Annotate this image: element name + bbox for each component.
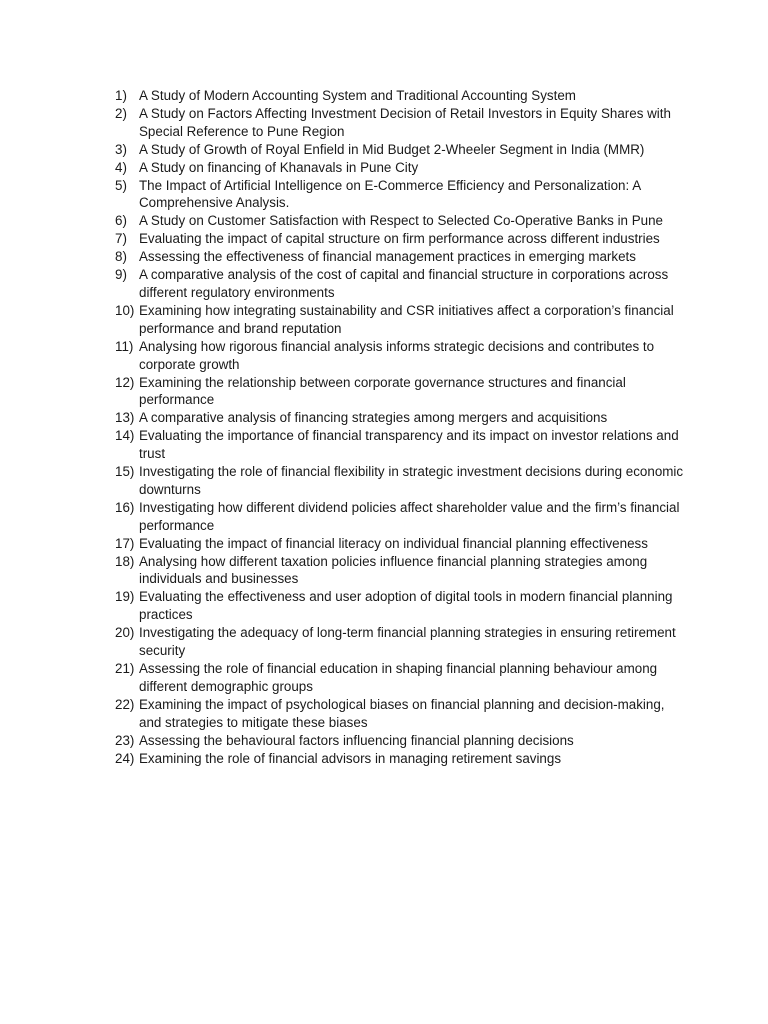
- item-number: 14): [115, 428, 135, 444]
- item-number: 20): [115, 625, 135, 641]
- list-item: [115, 750, 690, 768]
- list-item: [115, 463, 690, 499]
- list-item: [115, 553, 690, 589]
- list-item: [115, 409, 690, 427]
- list-item: [115, 624, 690, 660]
- item-text: Assessing the role of financial education in shaping financial planning behaviour among different demographic groups: [139, 661, 658, 694]
- item-number: 8): [115, 249, 127, 265]
- item-text: Examining the relationship between corporate governance structures and financial performance: [139, 374, 626, 408]
- list-item: [115, 338, 690, 374]
- item-number: 4): [115, 159, 127, 175]
- item-text: A Study of Modern Accounting System and Traditional Accounting System: [139, 88, 576, 103]
- item-text: Analysing how rigorous financial analysis informs strategic decisions and contributes to corporate growth: [139, 338, 655, 372]
- item-text: Examining the impact of psychological biases on financial planning and decision-making, and strategies to mitigate these biases: [139, 696, 665, 730]
- list-item: [115, 660, 690, 696]
- item-text: A Study of Growth of Royal Enfield in Mid Budget 2-Wheeler Segment in India (MMR): [139, 141, 645, 157]
- item-number: 16): [115, 499, 135, 515]
- item-number: 22): [115, 696, 135, 712]
- item-text: Assessing the effectiveness of financial management practices in emerging markets: [139, 249, 636, 265]
- list-item: [115, 159, 690, 177]
- item-text: A Study on Factors Affecting Investment Decision of Retail Investors in Equity Shares with Special Reference to Pune Region: [139, 105, 671, 139]
- item-number: 17): [115, 535, 135, 551]
- item-text: Evaluating the impact of financial literacy on individual financial planning effectiveness: [139, 535, 648, 551]
- item-text: A comparative analysis of financing strategies among mergers and acquisitions: [139, 410, 608, 426]
- list-item: [115, 141, 690, 159]
- list-item: [115, 696, 690, 732]
- item-text: A Study on financing of Khanavals in Pune City: [139, 159, 419, 175]
- item-text: A Study on Customer Satisfaction with Respect to Selected Co-Operative Banks in Pune: [139, 213, 663, 229]
- item-number: 5): [115, 177, 127, 193]
- list-item: [115, 302, 690, 338]
- item-text: Evaluating the importance of financial transparency and its impact on investor relations and trust: [139, 428, 679, 462]
- item-text: A comparative analysis of the cost of capital and financial structure in corporations across different regulatory environments: [139, 267, 669, 300]
- item-number: 15): [115, 464, 135, 480]
- list-item: [115, 732, 690, 750]
- item-text: Analysing how different taxation policies influence financial planning strategies among individuals and businesses: [139, 553, 648, 587]
- item-text: Evaluating the effectiveness and user adoption of digital tools in modern financial planning practices: [139, 589, 673, 623]
- item-text: Investigating how different dividend policies affect shareholder value and the firm’s financial performance: [139, 499, 680, 533]
- item-number: 3): [115, 141, 127, 157]
- list-item: [115, 588, 690, 624]
- list-item: [115, 266, 690, 302]
- item-number: 18): [115, 553, 135, 569]
- item-text: Assessing the behavioural factors influencing financial planning decisions: [139, 732, 574, 748]
- item-number: 6): [115, 213, 127, 229]
- item-number: 21): [115, 661, 135, 676]
- item-number: 2): [115, 105, 127, 121]
- list-item: [115, 105, 690, 141]
- item-number: 11): [115, 338, 134, 354]
- item-number: 7): [115, 231, 127, 247]
- item-text: Examining how integrating sustainability and CSR initiatives affect a corporation’s financial performance and brand reputation: [139, 302, 674, 336]
- list-item: [115, 374, 690, 410]
- item-number: 23): [115, 732, 135, 748]
- item-number: 10): [115, 302, 135, 318]
- item-number: 13): [115, 410, 135, 426]
- topic-list: [115, 87, 690, 767]
- item-number: 9): [115, 267, 127, 283]
- item-text: Investigating the role of financial flexibility in strategic investment decisions during economic downturns: [139, 464, 684, 497]
- item-text: Evaluating the impact of capital structure on firm performance across different industries: [139, 231, 660, 247]
- list-item: [115, 87, 690, 105]
- list-item: [115, 427, 690, 463]
- list-item: [115, 177, 690, 213]
- list-item: [115, 230, 690, 248]
- list-item: [115, 499, 690, 535]
- item-text: Examining the role of financial advisors in managing retirement savings: [139, 750, 562, 766]
- item-text: Investigating the adequacy of long-term financial planning strategies in ensuring retirement security: [139, 625, 676, 659]
- item-number: 1): [115, 88, 127, 103]
- item-number: 12): [115, 374, 135, 390]
- list-item: [115, 248, 690, 266]
- list-item: [115, 535, 690, 553]
- item-number: 19): [115, 589, 135, 605]
- item-text: The Impact of Artificial Intelligence on E-Commerce Efficiency and Personalization: A Comprehensive Analysis.: [139, 177, 641, 211]
- list-item: [115, 212, 690, 230]
- item-number: 24): [115, 750, 135, 766]
